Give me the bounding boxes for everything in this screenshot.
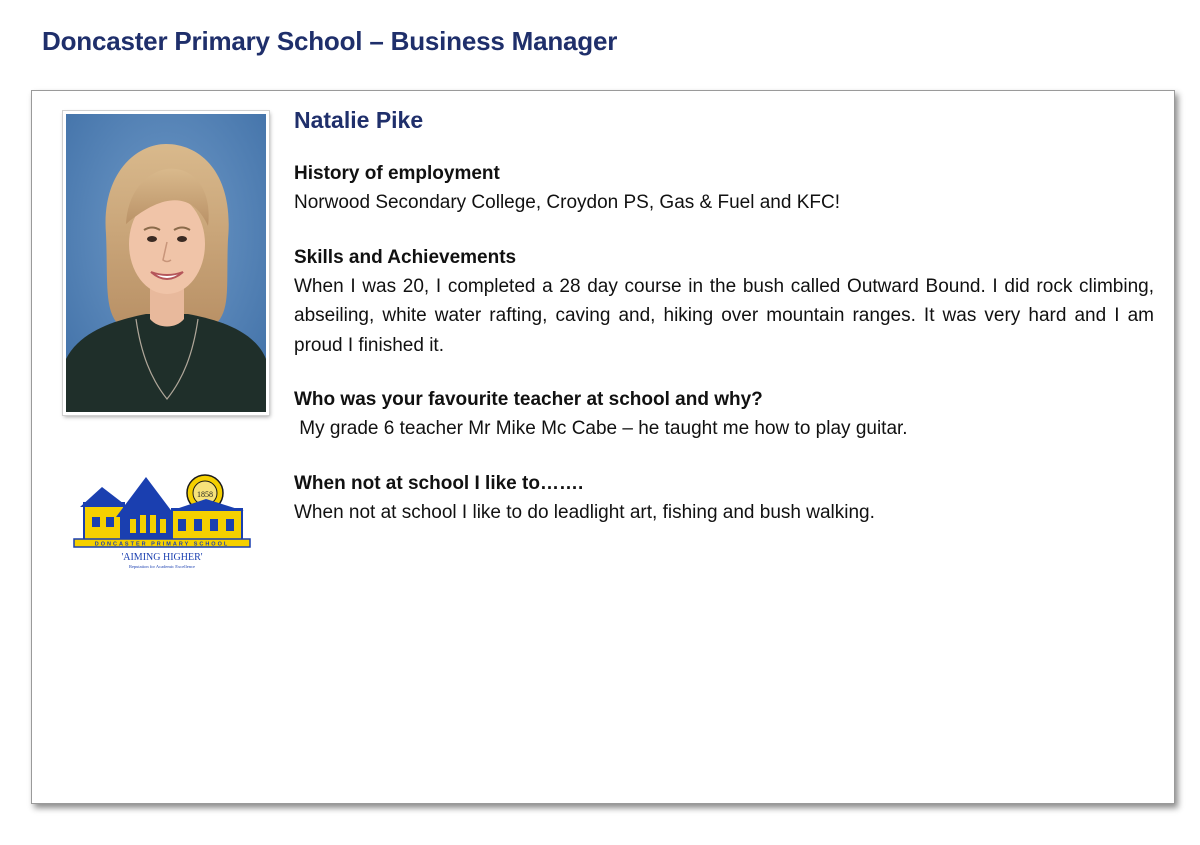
- section-favourite-teacher: [294, 385, 1154, 444]
- profile-content: [294, 105, 1154, 552]
- logo-tagline: Reputation for Academic Excellence: [128, 564, 196, 569]
- profile-card: [31, 90, 1175, 804]
- portrait-image: [66, 114, 266, 412]
- section-heading: When not at school I like to…….: [294, 472, 584, 494]
- section-heading: Who was your favourite teacher at school and why?: [294, 389, 763, 410]
- section-body: When I was 20, I completed a 28 day course in the bush called Outward Bound. I did rock climbing, abseiling, white water rafting, caving and, hiking over mountain ranges. It was very hard and I am proud I finished it.: [294, 275, 1154, 356]
- person-name: Natalie Pike: [294, 107, 424, 133]
- section-heading: Skills and Achievements: [294, 246, 517, 268]
- staff-photo: [63, 111, 269, 415]
- section-hobbies: [294, 469, 1154, 528]
- section-employment-history: [294, 159, 1154, 218]
- section-heading: History of employment: [294, 163, 500, 184]
- section-skills-achievements: [294, 243, 1154, 361]
- page-title: Doncaster Primary School – Business Manager: [42, 26, 618, 56]
- section-body: My grade 6 teacher Mr Mike Mc Cabe – he taught me how to play guitar.: [294, 418, 908, 439]
- section-body: When not at school I like to do leadlight art, fishing and bush walking.: [294, 501, 875, 523]
- school-logo: [72, 473, 252, 573]
- logo-motto: 'AIMING HIGHER': [121, 552, 203, 563]
- logo-banner-text: DONCASTER PRIMARY SCHOOL: [94, 541, 230, 548]
- section-body: Norwood Secondary College, Croydon PS, Gas & Fuel and KFC!: [294, 192, 840, 213]
- crest-year: 1858: [197, 490, 213, 499]
